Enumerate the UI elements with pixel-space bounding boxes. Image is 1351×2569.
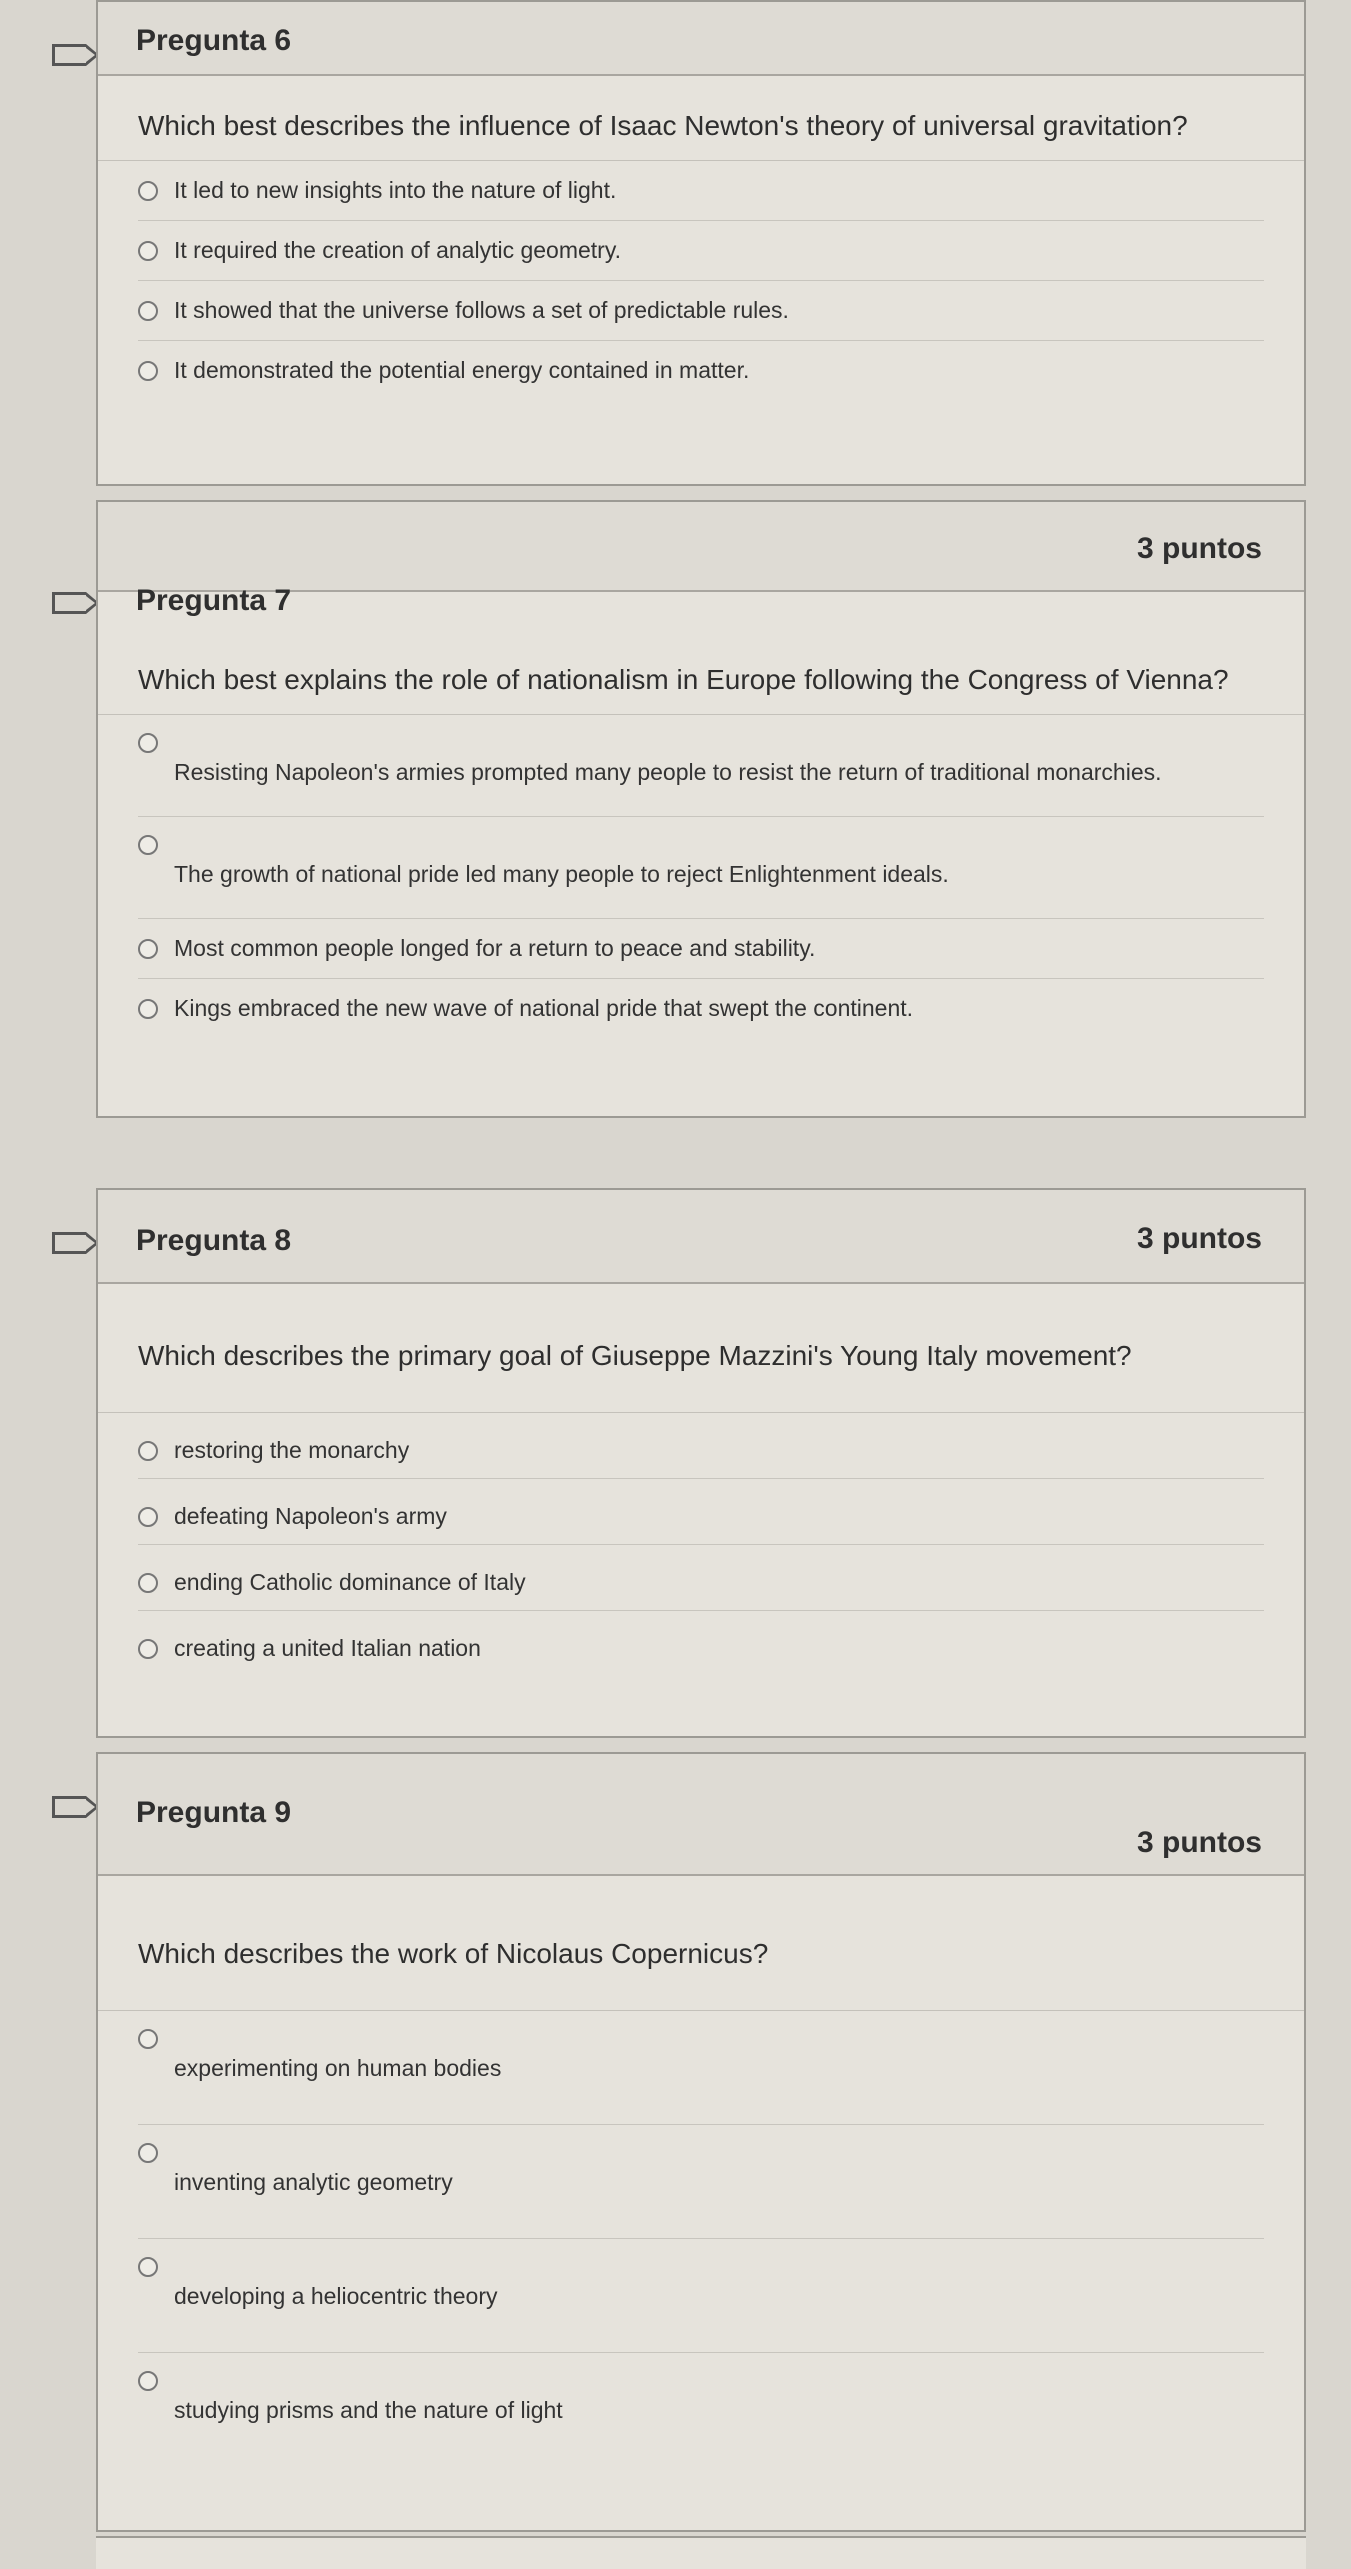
answer-option-label: The growth of national pride led many people to reject Enlightenment ideals. bbox=[174, 861, 949, 887]
answer-option[interactable] bbox=[138, 2239, 1264, 2353]
answer-option-label: It showed that the universe follows a set of predictable rules. bbox=[174, 297, 789, 323]
radio-button[interactable] bbox=[138, 301, 158, 321]
radio-button[interactable] bbox=[138, 2029, 158, 2049]
answer-option-label: ending Catholic dominance of Italy bbox=[174, 1569, 526, 1595]
question-prompt: Which best explains the role of nationalism in Europe following the Congress of Vienna? bbox=[98, 592, 1304, 715]
answer-option[interactable] bbox=[138, 2011, 1264, 2125]
radio-button[interactable] bbox=[138, 2371, 158, 2391]
question-title: Pregunta 6 bbox=[136, 24, 292, 57]
question-header bbox=[98, 502, 1304, 617]
question-prompt: Which describes the primary goal of Giuseppe Mazzini's Young Italy movement? bbox=[98, 1284, 1304, 1413]
question-title: Pregunta 7 bbox=[136, 584, 292, 617]
answer-option-label: It demonstrated the potential energy contained in matter. bbox=[174, 357, 750, 383]
question-points: 3 puntos bbox=[1137, 1826, 1262, 1859]
radio-button[interactable] bbox=[138, 835, 158, 855]
answer-option[interactable] bbox=[138, 1413, 1264, 1479]
answer-option-label: Most common people longed for a return to peace and stability. bbox=[174, 935, 816, 961]
radio-button[interactable] bbox=[138, 2143, 158, 2163]
bookmark-icon[interactable] bbox=[52, 44, 86, 66]
radio-button[interactable] bbox=[138, 1573, 158, 1593]
answer-option[interactable] bbox=[138, 1479, 1264, 1545]
radio-button[interactable] bbox=[138, 999, 158, 1019]
question-card-7 bbox=[96, 500, 1306, 1118]
answer-option[interactable] bbox=[138, 281, 1264, 341]
answer-option[interactable] bbox=[138, 2353, 1264, 2466]
answer-option-label: It led to new insights into the nature of light. bbox=[174, 177, 617, 203]
question-points: 3 puntos bbox=[1137, 1222, 1262, 1255]
radio-button[interactable] bbox=[138, 1507, 158, 1527]
answer-option-label: Resisting Napoleon's armies prompted many people to resist the return of traditional monarchies. bbox=[174, 759, 1162, 785]
question-title: Pregunta 9 bbox=[136, 1796, 292, 1829]
answer-option[interactable] bbox=[138, 979, 1264, 1038]
answer-option-label: It required the creation of analytic geometry. bbox=[174, 237, 622, 263]
answer-option[interactable] bbox=[138, 2125, 1264, 2239]
answer-option-label: developing a heliocentric theory bbox=[174, 2283, 498, 2309]
bookmark-icon[interactable] bbox=[52, 1796, 86, 1818]
answer-option[interactable] bbox=[138, 1611, 1264, 1676]
bookmark-icon[interactable] bbox=[52, 1232, 86, 1254]
answer-option-label: inventing analytic geometry bbox=[174, 2169, 453, 2195]
radio-button[interactable] bbox=[138, 1639, 158, 1659]
answer-option[interactable] bbox=[138, 817, 1264, 919]
radio-button[interactable] bbox=[138, 181, 158, 201]
question-card-6 bbox=[96, 0, 1306, 486]
question-title: Pregunta 8 bbox=[136, 1224, 292, 1257]
question-header bbox=[98, 1190, 1304, 1284]
question-prompt: Which describes the work of Nicolaus Copernicus? bbox=[98, 1876, 1304, 2011]
answer-option-label: experimenting on human bodies bbox=[174, 2055, 502, 2081]
answer-option-label: restoring the monarchy bbox=[174, 1437, 410, 1463]
radio-button[interactable] bbox=[138, 1441, 158, 1461]
bookmark-icon[interactable] bbox=[52, 592, 86, 614]
radio-button[interactable] bbox=[138, 241, 158, 261]
answer-option-label: defeating Napoleon's army bbox=[174, 1503, 447, 1529]
question-prompt: Which best describes the influence of Isaac Newton's theory of universal gravitation? bbox=[98, 76, 1304, 161]
radio-button[interactable] bbox=[138, 2257, 158, 2277]
answer-option-label: creating a united Italian nation bbox=[174, 1635, 481, 1661]
radio-button[interactable] bbox=[138, 733, 158, 753]
answer-option[interactable] bbox=[138, 161, 1264, 221]
question-header bbox=[98, 1754, 1304, 1876]
question-card-8 bbox=[96, 1188, 1306, 1738]
answer-option[interactable] bbox=[138, 221, 1264, 281]
question-points: 3 puntos bbox=[1137, 532, 1262, 565]
answer-option-label: studying prisms and the nature of light bbox=[174, 2397, 563, 2423]
radio-button[interactable] bbox=[138, 939, 158, 959]
answer-option-label: Kings embraced the new wave of national pride that swept the continent. bbox=[174, 995, 914, 1021]
answer-option[interactable] bbox=[138, 1545, 1264, 1611]
question-card-9 bbox=[96, 1752, 1306, 2532]
question-header bbox=[98, 2, 1304, 76]
next-question-card-edge bbox=[96, 2536, 1306, 2569]
answer-option[interactable] bbox=[138, 341, 1264, 400]
answer-option[interactable] bbox=[138, 715, 1264, 817]
radio-button[interactable] bbox=[138, 361, 158, 381]
answer-option[interactable] bbox=[138, 919, 1264, 979]
